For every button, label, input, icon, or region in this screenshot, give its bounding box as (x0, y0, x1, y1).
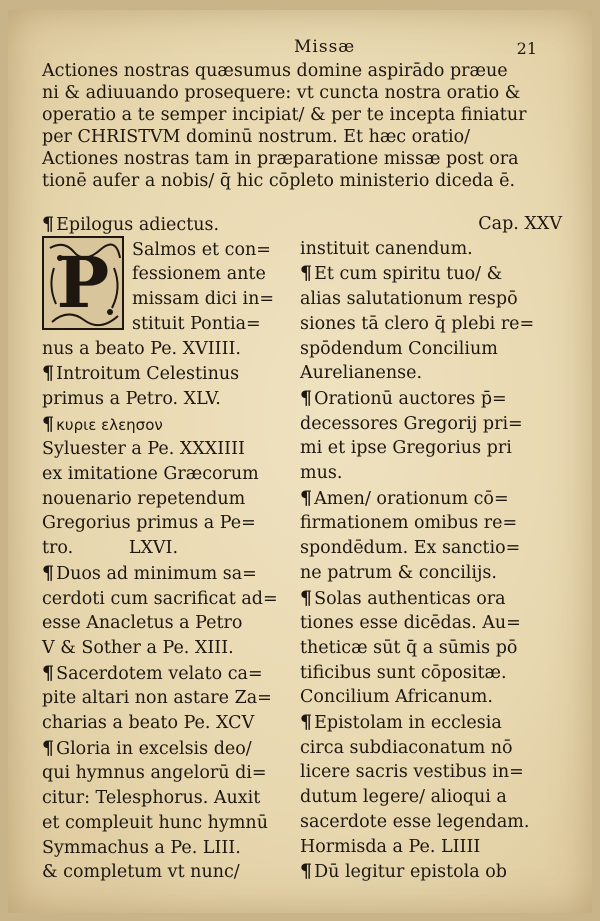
text-line: mi et ipse Gregorius pri (300, 438, 512, 459)
right-column (300, 212, 562, 885)
text-line: fessionem ante (132, 264, 266, 285)
paragraph-mark-icon: ¶ (300, 586, 313, 609)
text-line: V & Sother a Pe. XIII. (42, 637, 234, 658)
text-line: cerdoti cum sacrificat ad= (42, 588, 278, 609)
text-line: ¶ Sacerdotem velato ca= (42, 661, 263, 684)
text-line: operatio a te semper incipiat/ & per te incepta finiatur (42, 105, 527, 125)
paragraph-mark-icon: ¶ (42, 362, 55, 385)
text-line: ¶ Epistolam in ecclesia (300, 711, 502, 734)
text-line: ¶ Solas authenticas ora (300, 586, 506, 609)
text-line: Concilium Africanum. (300, 687, 493, 708)
paragraph-mark-icon: ¶ (300, 386, 313, 409)
text-line: stituit Pontia= (132, 313, 261, 334)
paragraph-mark-icon: ¶ (42, 412, 55, 435)
text-line: charias a beato Pe. XCV (42, 713, 255, 734)
text-line: siones tā clero q̄ plebi re= (300, 313, 535, 334)
text-line: spondēdum. Ex sanctio= (300, 538, 521, 559)
text-line: qui hymnus angelorū di= (42, 763, 267, 784)
text-line: Aurelianense. (300, 363, 423, 384)
text-line: ne patrum & concilijs. (300, 562, 497, 583)
text-line: nouenario repetendum (42, 488, 246, 509)
text-line: citur: Telesphorus. Auxit (42, 788, 261, 809)
chapter-number: Cap. XXV (478, 214, 562, 234)
paragraph-mark-icon: ¶ (42, 561, 55, 584)
text-line: Gregorius primus a Pe= (42, 513, 256, 534)
paragraph-mark-icon: ¶ (300, 711, 313, 734)
text-line: decessores Gregorij pri= (300, 413, 523, 434)
text-line: ¶ Et cum spiritu tuo/ & (300, 262, 503, 285)
text-line: circa subdiaconatum nō (300, 737, 513, 758)
text-line: tro. LXVI. (42, 538, 179, 559)
text-line: primus a Petro. XLV. (42, 388, 221, 409)
epilogus-heading: ¶ Epilogus adiectus. (42, 213, 220, 235)
decorated-initial (42, 236, 124, 330)
text-line: et compleuit hunc hymnū (42, 812, 268, 833)
text-line: tiones esse dicēdas. Au= (300, 613, 521, 634)
intro-paragraph (42, 60, 560, 192)
text-line: ¶ κυριε ελεησον (42, 412, 163, 435)
text-line: Salmos et con= (132, 239, 271, 260)
text-line: tificibus sunt cōpositæ. (300, 662, 507, 683)
text-line: dutum legere/ alioqui a (300, 787, 507, 808)
text-line: per CHRISTVM dominū nostrum. Et hæc oratio/ (42, 127, 471, 147)
text-line: ex imitatione Græcorum (42, 464, 259, 485)
text-line: Syluester a Pe. XXXIIII (42, 439, 245, 460)
text-line: alias salutationum respō (300, 289, 518, 310)
text-line: theticæ sūt q̄ a sūmis pō (300, 637, 518, 658)
paragraph-mark-icon: ¶ (42, 661, 55, 684)
text-line: ¶ Introitum Celestinus (42, 362, 240, 385)
text-line: & completum vt nunc/ (42, 862, 240, 883)
text-line: ni & adiuuando prosequere: vt cuncta nostra oratio & (42, 83, 521, 103)
paragraph-mark-icon: ¶ (300, 262, 313, 285)
text-line: firmationem omibus re= (300, 513, 518, 534)
text-line: missam dici in= (132, 289, 275, 310)
paragraph-mark-icon: ¶ (300, 486, 313, 509)
text-line: pite altari non astare Za= (42, 688, 272, 709)
book-page (8, 10, 592, 913)
text-line: instituit canendum. (300, 238, 473, 259)
running-head: Missæ (294, 37, 356, 57)
text-line: ¶ Gloria in excelsis deo/ (42, 736, 252, 759)
text-line: sacerdote esse legendam. (300, 811, 530, 832)
text-line: ¶ Amen/ orationum cō= (300, 486, 509, 509)
initial-letter: P (56, 241, 110, 324)
text-line: ¶ Duos ad minimum sa= (42, 561, 257, 584)
text-line: ¶ Orationū auctores p̄= (300, 386, 507, 409)
page-number: 21 (516, 39, 537, 58)
text-line: Actiones nostras quæsumus domine aspirādo præue (42, 61, 508, 81)
text-line: Hormisda a Pe. LIIII (300, 836, 481, 857)
text-line: licere sacris vestibus in= (300, 762, 524, 783)
text-line: Symmachus a Pe. LIII. (42, 837, 241, 858)
paragraph-mark-icon: ¶ (42, 213, 55, 235)
left-column (42, 212, 280, 885)
text-line: mus. (300, 463, 343, 484)
text-line: tionē aufer a nobis/ q̄ hic cōpleto ministerio diceda ē. (42, 171, 516, 191)
text-line: ¶ Dū legitur epistola ob (300, 860, 507, 883)
text-line: esse Anacletus a Petro (42, 613, 243, 634)
text-line: spōdendum Concilium (300, 338, 498, 359)
paragraph-mark-icon: ¶ (42, 736, 55, 759)
text-line: nus a beato Pe. XVIIII. (42, 338, 241, 359)
text-line: Actiones nostras tam in præparatione missæ post ora (42, 149, 519, 169)
paragraph-mark-icon: ¶ (300, 860, 313, 883)
